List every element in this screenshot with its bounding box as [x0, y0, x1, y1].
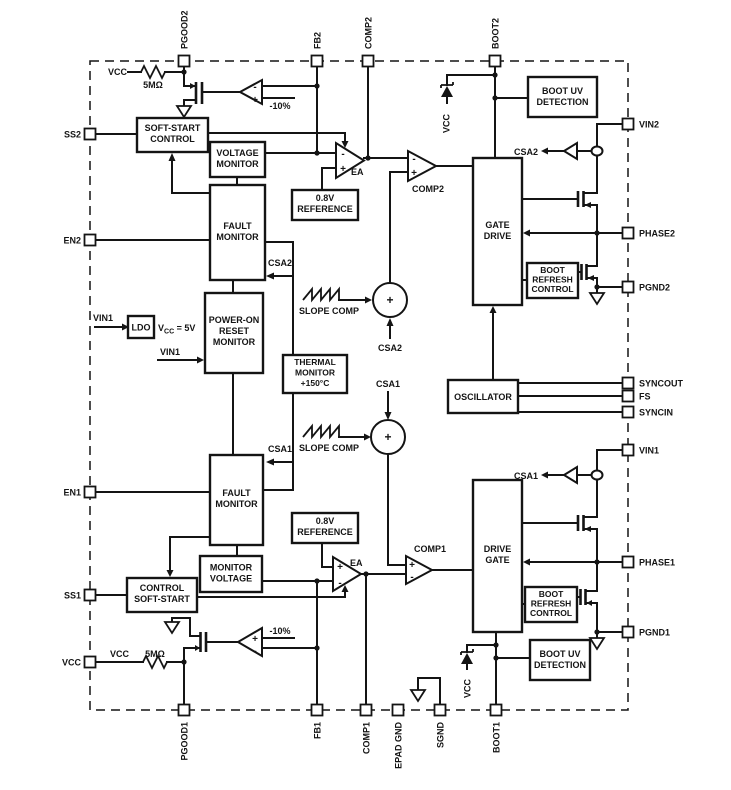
- csa2-sum-label: CSA2: [377, 343, 403, 353]
- comp1-plus: +: [409, 560, 415, 571]
- pin-fb2: [312, 32, 323, 67]
- ground-icon-pgnd1: [590, 638, 604, 649]
- ea2-label: EA: [351, 167, 364, 177]
- arrow-csa1-fault: [266, 459, 274, 466]
- sawtooth1: [303, 426, 339, 437]
- pin-epad-gnd: [393, 705, 404, 769]
- block-label: GATE: [485, 555, 510, 565]
- block-label: REFRESH: [530, 598, 572, 609]
- block-label: CONTROL: [139, 583, 185, 593]
- block-soft-start-control-2: [137, 118, 208, 152]
- vcc-diode-label-top: VCC: [441, 113, 452, 133]
- block-label: CONTROL: [150, 134, 195, 144]
- arrow-vin1-por: [197, 357, 204, 364]
- pin-label: EN2: [63, 235, 81, 246]
- pin-phase2: [623, 228, 676, 239]
- comp2-net-label: COMP2: [411, 184, 445, 194]
- block-label: VOLTAGE: [209, 573, 253, 584]
- csa1-sum-label: CSA1: [375, 379, 401, 389]
- pin-label: VIN1: [639, 445, 660, 456]
- csa1-amp-label: CSA1: [513, 471, 538, 481]
- block-oscillator: [448, 380, 518, 413]
- arrow-csa2-fault: [266, 273, 274, 280]
- block-label: 0.8V: [315, 516, 335, 526]
- ea1-minus: -: [338, 578, 342, 589]
- pin-fb1: [312, 705, 323, 740]
- arrow-phase1-in: [523, 559, 530, 566]
- pin-label: EN1: [63, 487, 81, 498]
- fet-pgood2-bars: [196, 82, 202, 104]
- block-label: MONITOR: [216, 159, 259, 169]
- pgood1-comparator: [238, 628, 262, 656]
- block-por-monitor: [205, 293, 263, 373]
- pgood2-comparator-plus: +: [252, 95, 258, 106]
- arrow-phase2-in: [523, 230, 530, 237]
- comp1-minus: -: [410, 572, 414, 583]
- pin-ss2: [64, 129, 96, 140]
- block-label: 0.8V: [315, 193, 335, 203]
- block-label: +150°C: [300, 378, 330, 388]
- pin-label: FB2: [312, 31, 323, 49]
- block-label: REFRESH: [532, 274, 573, 285]
- block-label: SOFT-START: [134, 594, 190, 604]
- arrow-slope1: [364, 434, 371, 441]
- block-boot-uv-1: [530, 640, 590, 680]
- block-label: POWER-ON: [208, 315, 260, 325]
- pin-label: PGND1: [639, 627, 671, 638]
- fet-ch1hi-body-arrow: [585, 526, 592, 532]
- block-ldo: [128, 316, 154, 338]
- pin-label: SYNCOUT: [639, 378, 684, 389]
- vcc-net-label-bottom: VCC: [110, 649, 130, 659]
- csa1-fault-label: CSA1: [268, 444, 293, 454]
- block-label: MONITOR: [216, 232, 259, 242]
- ground-icon-sgnd: [411, 690, 425, 701]
- sawtooth2: [303, 289, 339, 300]
- pin-comp2: [363, 17, 374, 67]
- pin-pgood1: [179, 705, 190, 761]
- pin-comp1: [361, 705, 372, 755]
- block-label: MONITOR: [212, 337, 256, 347]
- pgood2-comparator-minus: -: [253, 82, 257, 93]
- ground-icon-pgnd2: [590, 293, 604, 304]
- current-sense-1: [592, 471, 603, 480]
- ea2-plus: +: [340, 164, 346, 175]
- arrow-csa2-sum: [387, 318, 394, 326]
- block-label: DETECTION: [533, 660, 587, 670]
- csa2-amp: [564, 143, 577, 159]
- neg10-label-top: -10%: [269, 101, 291, 111]
- csa1-amp: [564, 467, 577, 483]
- neg10-label-bottom: -10%: [269, 626, 291, 636]
- resistor-top: [141, 66, 165, 78]
- block-label: BOOT UV: [539, 649, 581, 659]
- block-thermal-monitor: [283, 355, 347, 393]
- arrow-slope2: [365, 297, 372, 304]
- current-sense-2: [592, 147, 603, 156]
- block-label: THERMAL: [294, 357, 336, 367]
- resistor-value-bottom: 5MΩ: [145, 649, 165, 659]
- summing-node-2-plus: +: [386, 293, 394, 307]
- block-label: BOOT UV: [541, 86, 584, 96]
- block-label: LDO: [131, 322, 151, 333]
- arrow-fm2-to-ssc: [169, 153, 176, 161]
- block-monitor-voltage: [200, 556, 262, 592]
- block-boot-uv-2: [528, 77, 597, 117]
- block-label: VOLTAGE: [216, 148, 259, 158]
- resistor-value-top: 5MΩ: [143, 80, 163, 90]
- block-label: MONITOR: [215, 499, 258, 509]
- pgood1-comparator-plus: +: [252, 634, 258, 645]
- block-boot-refresh-1: [525, 587, 577, 622]
- block-label: DRIVE: [483, 544, 512, 554]
- ea2-minus: -: [341, 149, 345, 160]
- comp2-minus: -: [412, 154, 416, 165]
- ea1-plus: +: [337, 562, 343, 573]
- block-label: REFERENCE: [297, 204, 353, 214]
- vcc-net-label-top: VCC: [108, 67, 128, 77]
- fet-ch2hi-body-arrow: [585, 202, 592, 208]
- csa2-amp-label: CSA2: [513, 147, 538, 157]
- pin-syncout: [623, 378, 684, 389]
- pin-label: PGND2: [639, 282, 671, 293]
- slope-comp-label-top: SLOPE COMP: [299, 306, 360, 316]
- arrow-csa1-out: [541, 472, 548, 479]
- pin-vin1: [623, 445, 660, 456]
- pin-label: COMP2: [363, 16, 374, 49]
- fet-ch1-power-bars: [578, 515, 586, 605]
- pin-label: FS: [639, 391, 651, 402]
- fet-ch2lo-body-arrow: [588, 275, 595, 281]
- block-label: BOOT: [538, 589, 564, 599]
- pin-label: PGOOD1: [179, 722, 190, 761]
- block-label: BOOT: [540, 265, 565, 275]
- pin-pgnd1: [623, 627, 671, 638]
- pin-vin2: [623, 119, 660, 130]
- wires-boot2: [447, 67, 528, 158]
- slope-comp-label-bottom: SLOPE COMP: [299, 443, 360, 453]
- diode2-anode: [441, 86, 453, 97]
- pin-en1: [63, 487, 95, 498]
- pin-label: VCC: [61, 657, 81, 668]
- pin-fs: [623, 391, 651, 402]
- pin-boot2: [490, 18, 501, 67]
- block-fault-monitor-1: [210, 455, 263, 545]
- pin-vcc: [62, 657, 96, 668]
- block-reference-2: [292, 190, 358, 220]
- pin-label: PGOOD2: [179, 10, 190, 49]
- block-label: FAULT: [222, 488, 251, 498]
- block-label: REFERENCE: [297, 527, 353, 537]
- vin1-ldo-label: VIN1: [93, 313, 114, 323]
- block-boot-refresh-2: [527, 263, 578, 298]
- pin-label: BOOT2: [490, 17, 501, 49]
- arrow-csa1-sum: [385, 412, 392, 420]
- pin-syncin: [623, 407, 674, 418]
- pin-pgood2: [179, 10, 190, 66]
- block-label: FAULT: [223, 221, 252, 231]
- pin-label: EPAD GND: [393, 722, 404, 769]
- pin-label: PHASE1: [639, 557, 676, 568]
- ground-icon-pgood2: [177, 106, 191, 117]
- pgood2-comparator: [240, 80, 262, 104]
- fet-pgood2-body-arrow: [190, 83, 196, 89]
- summing-node-1-plus: +: [384, 430, 392, 444]
- block-fault-monitor-2: [210, 185, 265, 280]
- pin-label: SYNCIN: [639, 407, 674, 418]
- comp2-plus: +: [411, 168, 417, 179]
- pin-label: PHASE2: [639, 228, 676, 239]
- arrow-csa2-out: [541, 148, 548, 155]
- pin-label: SS2: [63, 129, 81, 140]
- pin-label: BOOT1: [491, 722, 502, 754]
- pin-pgnd2: [623, 282, 671, 293]
- pin-label: SGND: [435, 722, 446, 749]
- pin-label: VIN2: [639, 119, 660, 130]
- arrow-osc-to-gd: [490, 306, 497, 313]
- pin-ss1: [64, 590, 96, 601]
- block-label: MONITOR: [295, 367, 335, 378]
- block-label: CONTROL: [531, 284, 574, 294]
- pin-phase1: [623, 557, 676, 568]
- block-label: DETECTION: [536, 97, 589, 107]
- block-gate-drive-2: [473, 158, 522, 305]
- pin-label: COMP1: [361, 722, 372, 755]
- pin-label: FB1: [312, 722, 323, 740]
- vcc-diode-label-bottom: VCC: [462, 678, 473, 698]
- diode1-anode: [461, 653, 473, 664]
- arrow-fm1-to-css: [167, 570, 174, 577]
- block-label: MONITOR: [209, 562, 253, 573]
- pin-boot1: [491, 705, 502, 754]
- csa2-fault-label: CSA2: [268, 258, 293, 268]
- wires-boot1: [467, 632, 530, 704]
- pin-en2: [63, 235, 95, 246]
- vin1-por-label: VIN1: [160, 347, 181, 357]
- block-label: OSCILLATOR: [454, 392, 512, 402]
- fet-pgood1-bars: [201, 632, 207, 652]
- ea1-label: EA: [350, 558, 363, 568]
- ground-icon-pgood1: [165, 622, 179, 633]
- block-label: SOFT-START: [144, 123, 201, 133]
- block-voltage-monitor-2: [210, 142, 265, 177]
- block-control-soft-start: [127, 578, 197, 612]
- block-drive-gate-1: [473, 480, 522, 632]
- pin-sgnd: [435, 705, 446, 749]
- block-label: CONTROL: [529, 608, 573, 618]
- comp1-net-label: COMP1: [413, 544, 447, 554]
- block-label: RESET: [218, 326, 250, 336]
- fet-ch1lo-body-arrow: [587, 600, 593, 606]
- block-label: GATE: [485, 220, 510, 230]
- vcc-5v-label: $V_{CC} = 5V$: [158, 323, 196, 336]
- block-label: DRIVE: [483, 231, 512, 241]
- pin-label: SS1: [63, 590, 81, 601]
- block-reference-1: [292, 513, 358, 543]
- pgood1-comparator-minus: -: [253, 646, 257, 657]
